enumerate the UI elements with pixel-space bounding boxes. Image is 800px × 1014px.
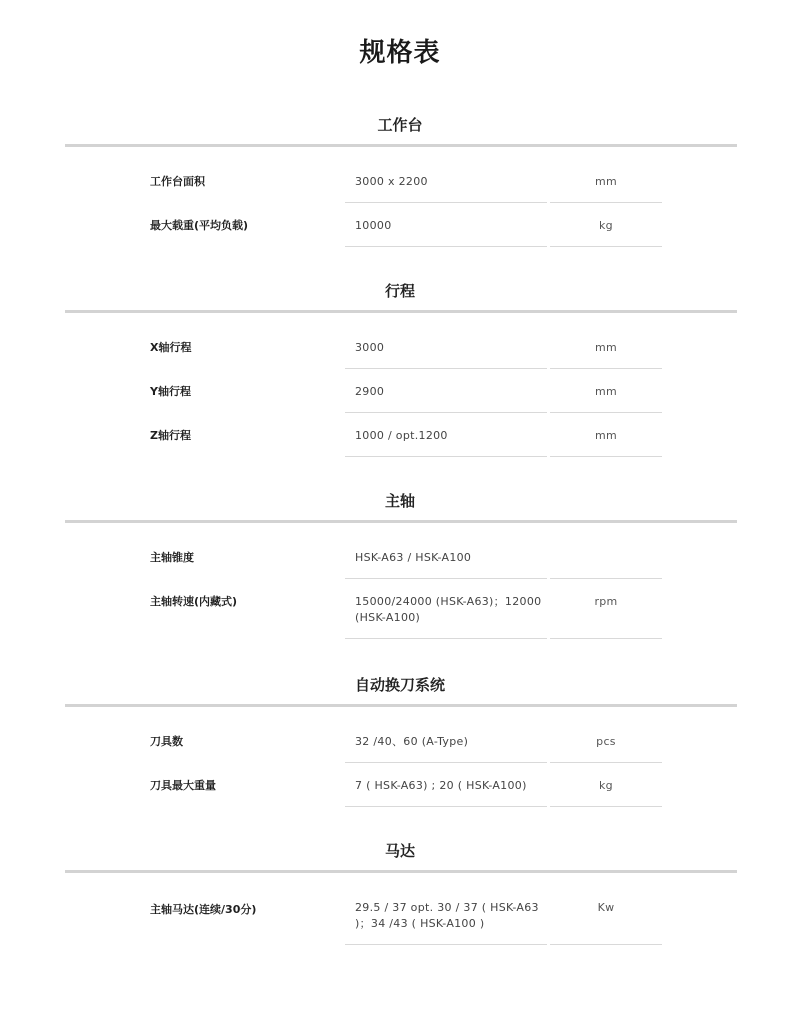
page-title: 规格表 — [359, 38, 441, 68]
value-underline — [345, 246, 547, 247]
unit-underline — [550, 944, 662, 945]
spec-value: 3000 x 2200 — [355, 175, 428, 188]
spec-unit: kg — [599, 779, 613, 792]
spec-value: 1000 / opt.1200 — [355, 429, 448, 442]
spec-row — [0, 413, 800, 457]
spec-unit: mm — [594, 341, 618, 354]
spec-unit: mm — [594, 175, 618, 188]
value-underline — [345, 456, 547, 457]
value-underline — [345, 638, 547, 639]
spec-label: 主轴锥度 — [150, 551, 194, 564]
spec-row — [0, 523, 800, 579]
spec-value: 7 ( HSK-A63) ; 20 ( HSK-A100) — [355, 779, 527, 792]
value-underline — [345, 944, 547, 945]
section-worktable — [0, 114, 800, 232]
section-title: 主轴 — [384, 492, 415, 510]
section-title: 马达 — [384, 842, 415, 860]
spec-value: 32 /40、60 (A-Type) — [355, 735, 469, 748]
spec-row — [0, 147, 800, 203]
section-title: 行程 — [384, 282, 415, 300]
unit-underline — [550, 638, 662, 639]
spec-row — [0, 873, 800, 945]
section-motor — [0, 840, 800, 930]
spec-value: 10000 — [355, 219, 392, 232]
section-title: 自动换刀系统 — [354, 676, 445, 694]
spec-row — [0, 313, 800, 369]
spec-label: Z轴行程 — [150, 429, 191, 442]
spec-label: X轴行程 — [150, 341, 192, 354]
spec-value: 3000 — [355, 341, 385, 354]
spec-label: 刀具数 — [150, 735, 183, 748]
spec-label: 主轴转速(内藏式) — [150, 595, 238, 608]
spec-unit: pcs — [596, 735, 616, 748]
unit-underline — [550, 456, 662, 457]
spec-row — [0, 203, 800, 247]
spec-label: 刀具最大重量 — [150, 779, 216, 792]
spec-label: 最大载重(平均负载) — [150, 219, 249, 232]
section-atc — [0, 674, 800, 792]
spec-row — [0, 707, 800, 763]
section-title: 工作台 — [377, 116, 423, 134]
spec-unit: kg — [599, 219, 613, 232]
spec-label: 工作台面积 — [150, 175, 205, 188]
spec-label: 主轴马达(连续/30分) — [150, 903, 257, 916]
spec-row — [0, 369, 800, 413]
spec-row — [0, 579, 800, 639]
spec-value: 2900 — [355, 385, 385, 398]
spec-value: 15000/24000 (HSK-A63)；12000 (HSK-A100) — [355, 595, 542, 624]
spec-unit: mm — [594, 429, 618, 442]
spec-unit: mm — [594, 385, 618, 398]
spec-unit: rpm — [594, 595, 618, 608]
spec-unit: Kw — [597, 901, 615, 914]
spec-value: 29.5 / 37 opt. 30 / 37 ( HSK-A63 )；34 /43 ( HSK-A100 ) — [355, 901, 539, 930]
section-travel — [0, 280, 800, 442]
spec-label: Y轴行程 — [150, 385, 191, 398]
spec-value: HSK-A63 / HSK-A100 — [355, 551, 472, 564]
unit-underline — [550, 806, 662, 807]
value-underline — [345, 806, 547, 807]
spec-row — [0, 763, 800, 807]
unit-underline — [550, 246, 662, 247]
section-spindle — [0, 490, 800, 624]
